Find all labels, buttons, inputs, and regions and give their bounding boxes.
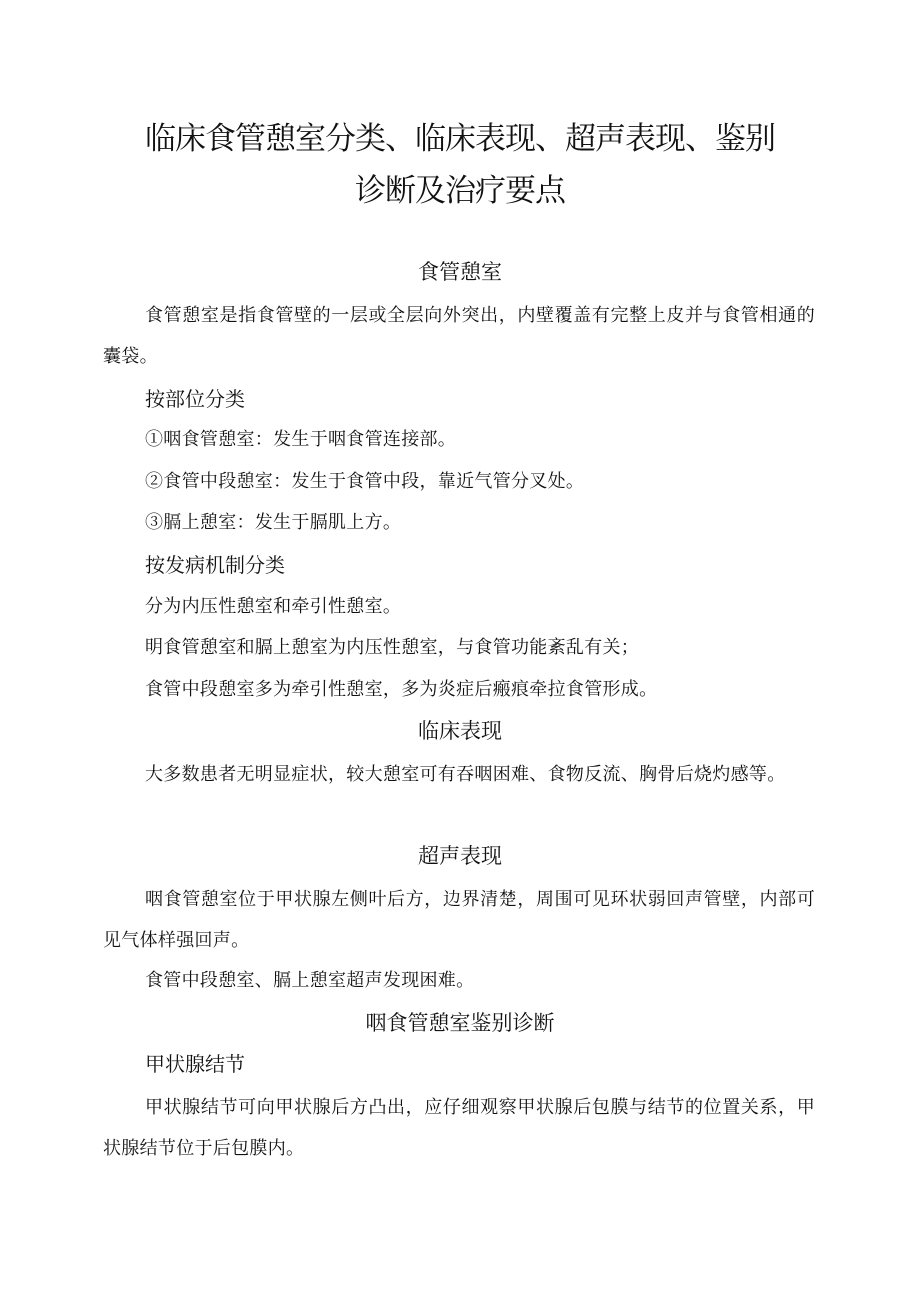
mechanism-line-1: 分为内压性憩室和牵引性憩室。 — [145, 596, 402, 617]
mechanism-line-2: 明食管憩室和膈上憩室为内压性憩室，与食管功能紊乱有关； — [145, 637, 640, 658]
location-item-1: ①咽食管憩室：发生于咽食管连接部。 — [145, 429, 457, 450]
heading-by-location: 按部位分类 — [145, 387, 245, 411]
heading-thyroid-nodule: 甲状腺结节 — [145, 1052, 245, 1076]
section-heading-differential: 咽食管憩室鉴别诊断 — [365, 1011, 555, 1035]
location-item-2: ②食管中段憩室：发生于食管中段，靠近气管分叉处。 — [145, 471, 585, 492]
title-line-2: 诊断及治疗要点 — [355, 173, 565, 209]
thyroid-nodule-paragraph: 甲状腺结节可向甲状腺后方凸出，应仔细观察甲状腺后包膜与结节的位置关系，甲状腺结节位于后包膜内。 — [103, 1097, 815, 1159]
clinical-paragraph: 大多数患者无明显症状，较大憩室可有吞咽困难、食物反流、胸骨后烧灼感等。 — [145, 764, 786, 785]
location-item-3: ③膈上憩室：发生于膈肌上方。 — [145, 512, 402, 533]
title-line-1: 临床食管憩室分类、临床表现、超声表现、鉴别 — [145, 121, 775, 157]
ultrasound-paragraph: 咽食管憩室位于甲状腺左侧叶后方，边界清楚，周围可见环状弱回声管壁，内部可见气体样强回声。 — [103, 889, 815, 951]
mechanism-line-3: 食管中段憩室多为牵引性憩室，多为炎症后瘢痕牵拉食管形成。 — [145, 679, 658, 700]
ultrasound-line: 食管中段憩室、膈上憩室超声发现困难。 — [145, 970, 475, 991]
section-heading-ultrasound: 超声表现 — [418, 844, 502, 868]
heading-by-mechanism: 按发病机制分类 — [145, 553, 285, 577]
section-heading-esophageal-diverticulum: 食管憩室 — [418, 260, 502, 284]
intro-paragraph: 食管憩室是指食管壁的一层或全层向外突出，内壁覆盖有完整上皮并与食管相通的囊袋。 — [103, 305, 815, 367]
document-title — [100, 113, 820, 217]
section-heading-clinical: 临床表现 — [418, 719, 502, 743]
